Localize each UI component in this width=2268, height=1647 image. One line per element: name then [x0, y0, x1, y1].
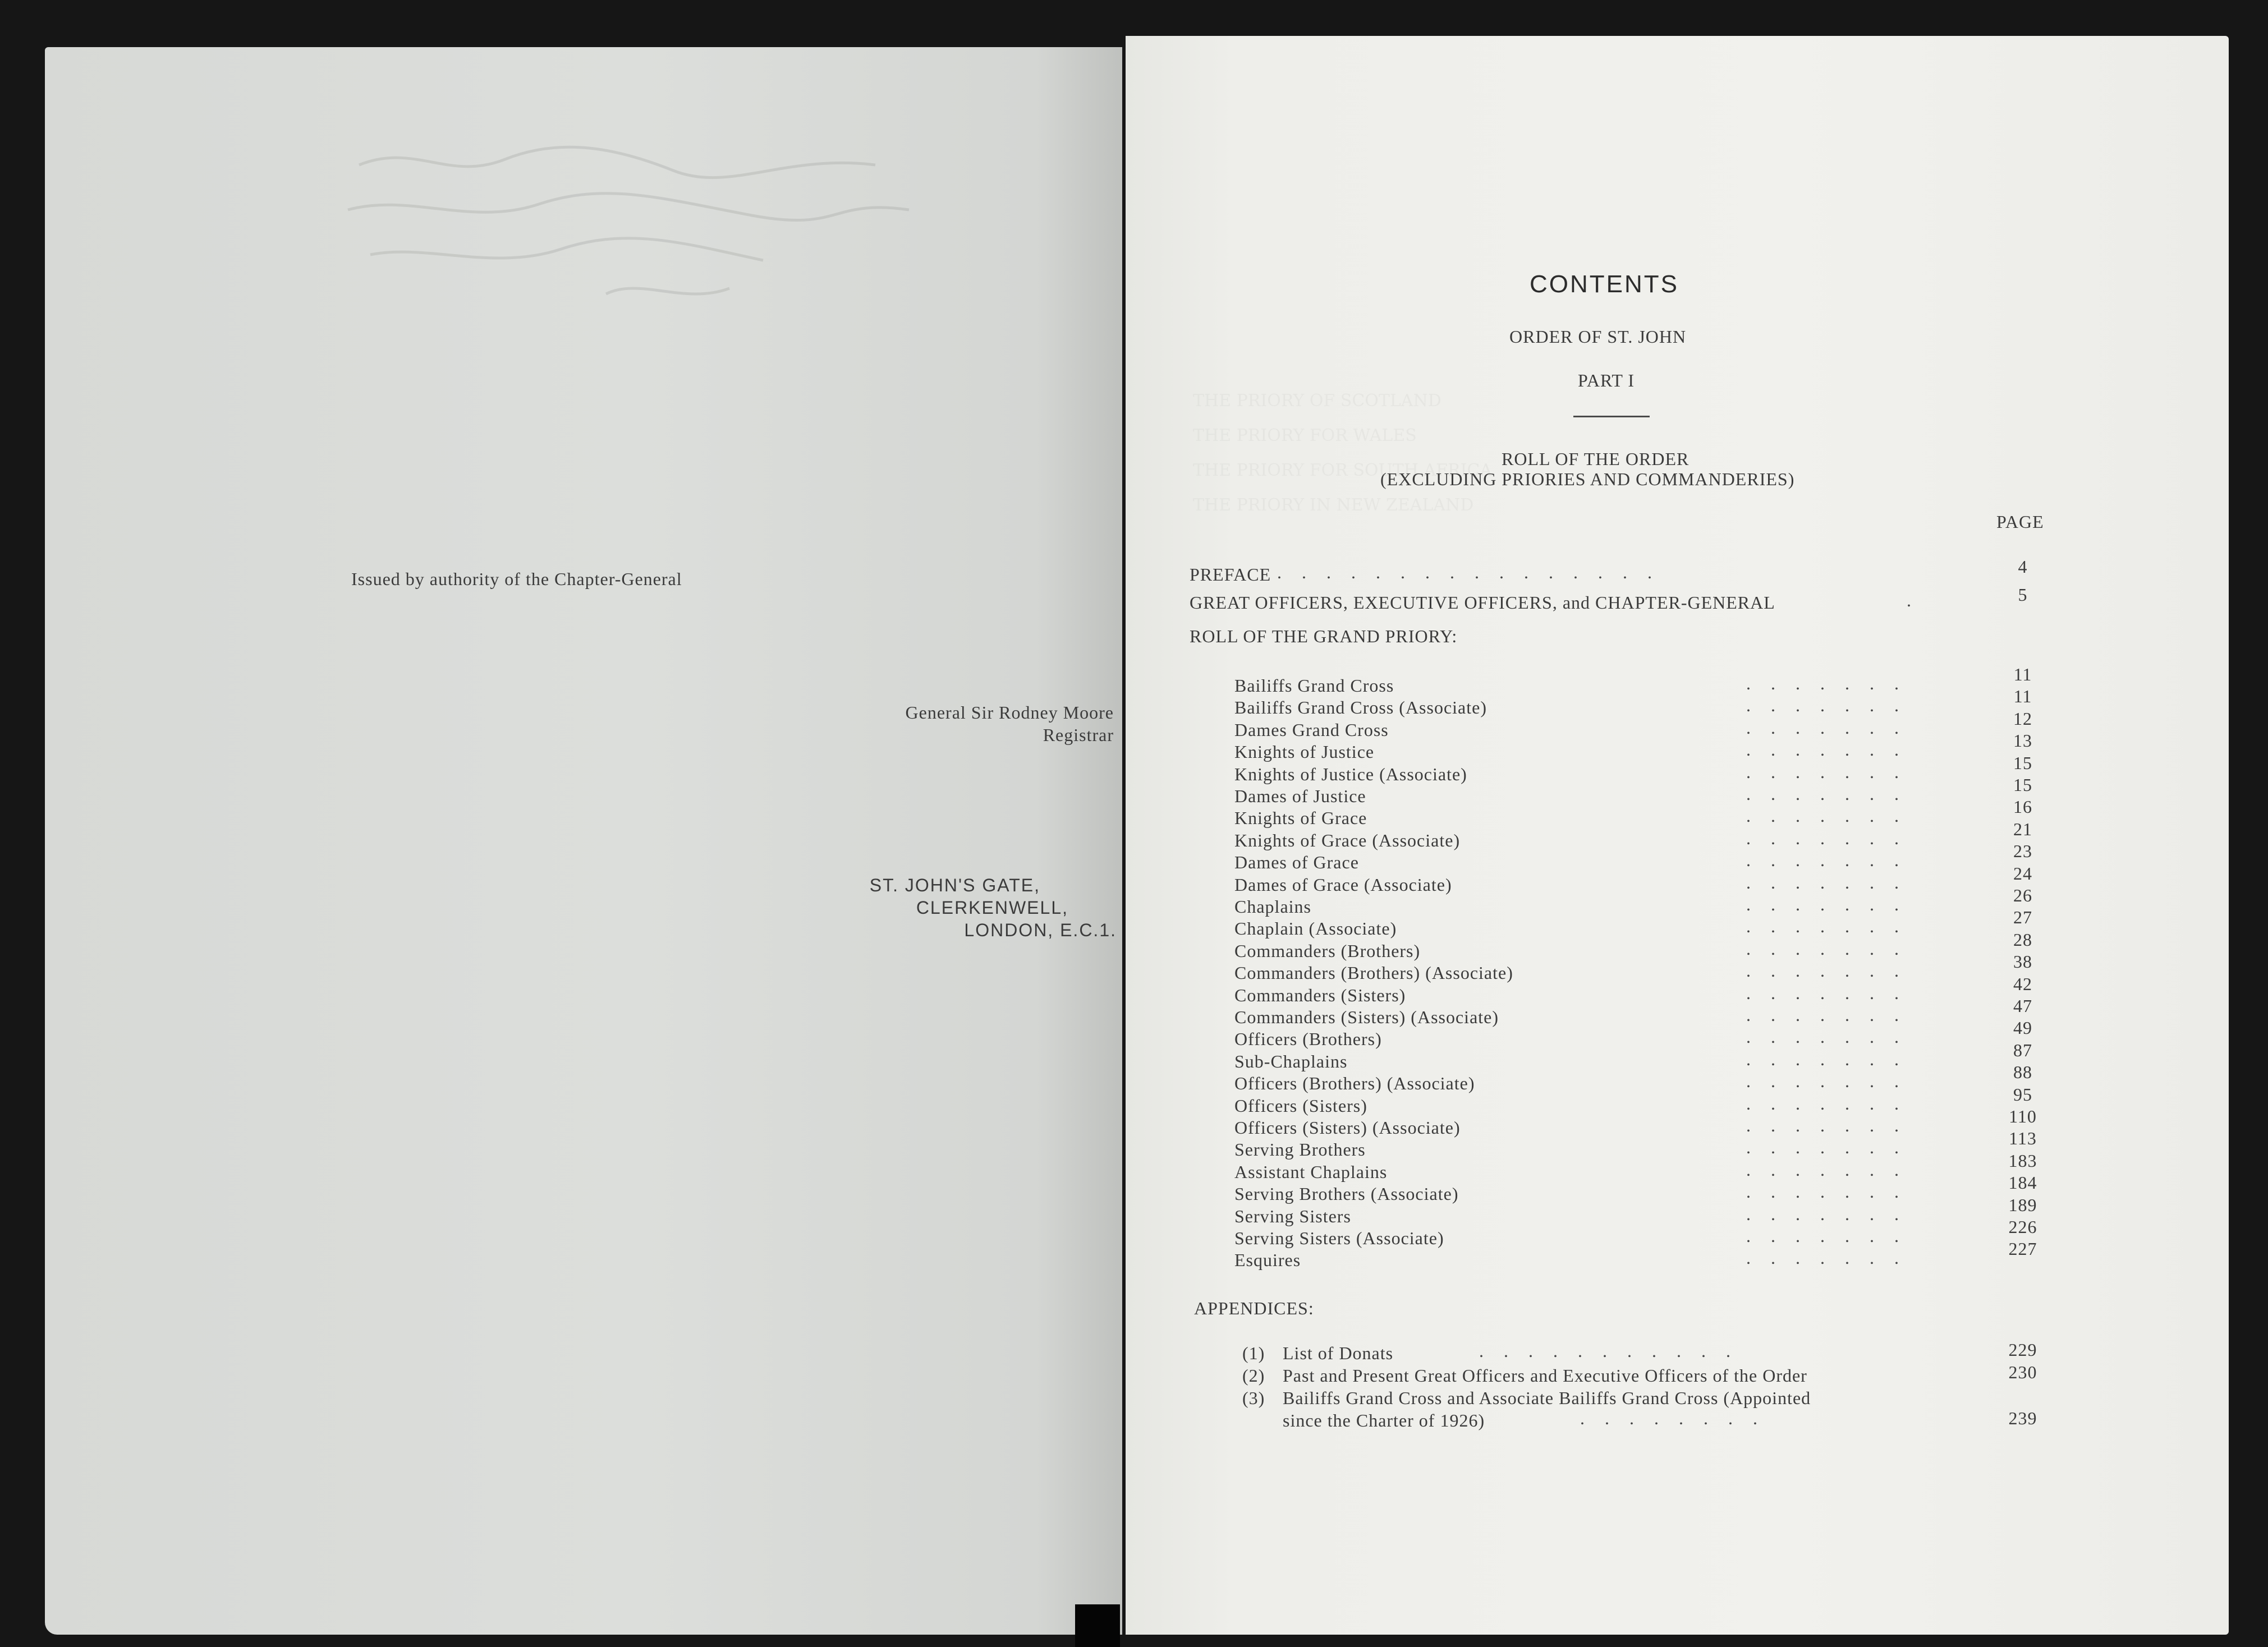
entry-label: Knights of Justice (Associate) — [1234, 764, 1467, 784]
entry-label: Officers (Sisters) — [1234, 1096, 1367, 1116]
entry-page-number: 42 — [2013, 974, 2032, 994]
roll-entry — [1126, 1062, 2229, 1096]
leader-dots: ....... — [1746, 938, 1919, 959]
entry-label: Sub-Chaplains — [1234, 1051, 1348, 1071]
roll-entry — [1126, 996, 2229, 1029]
leader-dots: ....... — [1746, 1071, 1919, 1091]
leader-dots: ....... — [1746, 828, 1919, 848]
leader-dots: ................ — [1277, 562, 1672, 582]
appendices-heading: APPENDICES: — [1194, 1298, 1314, 1318]
book-spine — [1075, 1604, 1120, 1647]
entry-label: Knights of Grace — [1234, 808, 1367, 828]
roll-entry — [1126, 753, 2229, 786]
roll-entry — [1126, 951, 2229, 985]
address-line-3: LONDON, E.C.1. — [964, 920, 1117, 940]
order-subtitle: ORDER OF ST. JOHN — [1509, 326, 1687, 347]
entry-label: Commanders (Sisters) (Associate) — [1234, 1007, 1499, 1027]
entry-page-number: 95 — [2013, 1084, 2032, 1105]
leader-dots: ....... — [1746, 1027, 1919, 1047]
entry-page-number: 15 — [2013, 753, 2032, 773]
contents-title: CONTENTS — [1530, 270, 1679, 298]
roll-entry — [1126, 1084, 2229, 1118]
appendix-entry — [1126, 1340, 2229, 1365]
roll-entry — [1126, 686, 2229, 720]
leader-dots: ....... — [1746, 894, 1919, 914]
title-divider — [1573, 416, 1650, 417]
appendix-number: (3) — [1242, 1388, 1265, 1408]
section-heading-line-1: ROLL OF THE ORDER — [1502, 449, 1689, 469]
entry-page-number: 49 — [2013, 1018, 2032, 1038]
leader-dots: ....... — [1746, 1049, 1919, 1069]
leader-dots: ....... — [1746, 983, 1919, 1003]
entry-label: Serving Sisters (Associate) — [1234, 1228, 1444, 1248]
roll-entry — [1126, 930, 2229, 963]
entry-label: Knights of Justice — [1234, 742, 1375, 762]
leader-dots: ....... — [1746, 717, 1919, 738]
entry-page-number: 15 — [2013, 775, 2032, 795]
entry-page-number: 13 — [2013, 730, 2032, 751]
show-through-scribble — [325, 131, 943, 356]
leader-dots: ....... — [1746, 850, 1919, 870]
entry-page-number: 27 — [2013, 907, 2032, 927]
entry-label: Chaplain (Associate) — [1234, 918, 1397, 938]
roll-entry — [1126, 664, 2229, 698]
roll-entry — [1126, 775, 2229, 808]
contents-entry — [1126, 626, 2229, 648]
leader-dots: ........ — [1580, 1408, 1778, 1428]
entry-page-number: 227 — [2008, 1239, 2037, 1259]
entry-page-number: 4 — [2018, 556, 2028, 577]
roll-entry — [1126, 709, 2229, 742]
signatory-name: General Sir Rodney Moore — [905, 702, 1114, 723]
leader-dots: ....... — [1746, 1137, 1919, 1157]
entry-page-number: 110 — [2009, 1106, 2037, 1126]
entry-page-number: 16 — [2013, 797, 2032, 817]
entry-page-number: 28 — [2013, 930, 2032, 950]
roll-entry — [1126, 1239, 2229, 1272]
entry-label: ROLL OF THE GRAND PRIORY: — [1190, 626, 1458, 646]
address-line-1: ST. JOHN'S GATE, — [869, 875, 1040, 895]
roll-entry — [1126, 1018, 2229, 1051]
entry-page-number: 5 — [2018, 585, 2028, 605]
issued-by-text: Issued by authority of the Chapter-General — [351, 569, 682, 589]
entry-page-number: 183 — [2008, 1151, 2037, 1171]
leader-dots: ....... — [1746, 695, 1919, 715]
leader-dots: ....... — [1746, 739, 1919, 760]
appendix-entry — [1126, 1362, 2229, 1388]
entry-label: PREFACE — [1190, 564, 1271, 585]
roll-entry — [1126, 1128, 2229, 1162]
entry-page-number: 26 — [2013, 885, 2032, 905]
roll-entry — [1126, 1040, 2229, 1074]
right-page — [1126, 36, 2229, 1635]
leader-dots: ....... — [1746, 1115, 1919, 1135]
entry-label: Bailiffs Grand Cross (Associate) — [1234, 697, 1487, 717]
leader-dots: ....... — [1746, 1248, 1919, 1268]
entry-page-number: 189 — [2008, 1195, 2037, 1215]
show-through-text: THE PRIORY OF SCOTLAND THE PRIORY FOR WALES THE PRIORY FOR SOUTH AFRICA THE PRIORY IN NEW ZEALAND — [1193, 391, 1493, 515]
appendix-number: (1) — [1242, 1343, 1265, 1363]
entry-page-number: 24 — [2013, 863, 2032, 884]
roll-entry — [1126, 907, 2229, 941]
entry-label: GREAT OFFICERS, EXECUTIVE OFFICERS, and CHAPTER-GENERAL — [1190, 592, 1775, 613]
appendix-label: List of Donats — [1283, 1343, 1394, 1363]
appendix-number: (2) — [1242, 1365, 1265, 1386]
address-line-2: CLERKENWELL, — [916, 898, 1068, 918]
entry-page-number: 11 — [2013, 664, 2032, 684]
leader-dots: ....... — [1746, 1226, 1919, 1246]
leader-dots: . — [1907, 590, 1931, 610]
leader-dots: ....... — [1746, 806, 1919, 826]
roll-entry — [1126, 819, 2229, 853]
leader-dots: ........... — [1479, 1341, 1751, 1361]
entry-page-number: 87 — [2013, 1040, 2032, 1060]
entry-label: Dames of Grace (Associate) — [1234, 875, 1452, 895]
section-heading-line-2: (EXCLUDING PRIORIES AND COMMANDERIES) — [1380, 469, 1795, 489]
contents-entry — [1126, 585, 2229, 615]
entry-label: Knights of Grace (Associate) — [1234, 830, 1461, 850]
roll-entry — [1126, 1151, 2229, 1184]
entry-label: Dames Grand Cross — [1234, 720, 1389, 740]
leader-dots: ....... — [1746, 1181, 1919, 1202]
entry-page-number: 229 — [2008, 1340, 2037, 1360]
roll-entry — [1126, 1195, 2229, 1229]
entry-label: Esquires — [1234, 1250, 1301, 1270]
appendix-entry — [1126, 1388, 2229, 1430]
roll-entry — [1126, 841, 2229, 875]
leader-dots: ....... — [1746, 960, 1919, 981]
contents-entry — [1126, 556, 2229, 587]
roll-entry — [1126, 1106, 2229, 1140]
entry-label: Serving Sisters — [1234, 1206, 1351, 1226]
entry-page-number: 113 — [2009, 1128, 2037, 1148]
leader-dots: ....... — [1746, 784, 1919, 804]
leader-dots: ....... — [1746, 1204, 1919, 1224]
roll-entry — [1126, 1217, 2229, 1250]
appendix-label-continued: since the Charter of 1926) — [1283, 1410, 1485, 1430]
entry-label: Dames of Justice — [1234, 786, 1366, 806]
appendix-label: Past and Present Great Officers and Executive Officers of the Order — [1283, 1365, 1807, 1386]
entry-label: Bailiffs Grand Cross — [1234, 675, 1394, 696]
entry-page-number: 239 — [2008, 1408, 2037, 1428]
entry-page-number: 88 — [2013, 1062, 2032, 1082]
show-through-handwriting — [325, 131, 943, 356]
page-column-label: PAGE — [1996, 512, 2044, 532]
entry-label: Serving Brothers (Associate) — [1234, 1184, 1459, 1204]
part-label: PART I — [1578, 370, 1635, 390]
entry-page-number: 11 — [2013, 686, 2032, 706]
entry-page-number: 184 — [2008, 1172, 2037, 1193]
entry-page-number: 38 — [2013, 951, 2032, 972]
leader-dots: ....... — [1746, 762, 1919, 782]
leader-dots: ....... — [1746, 673, 1919, 693]
entry-label: Officers (Sisters) (Associate) — [1234, 1117, 1461, 1138]
roll-entry — [1126, 797, 2229, 830]
entry-label: Dames of Grace — [1234, 852, 1359, 872]
entry-page-number: 23 — [2013, 841, 2032, 861]
leader-dots: ....... — [1746, 872, 1919, 892]
leader-dots: ....... — [1746, 1005, 1919, 1025]
roll-entry — [1126, 863, 2229, 897]
entry-page-number: 226 — [2008, 1217, 2037, 1237]
entry-label: Officers (Brothers) — [1234, 1029, 1382, 1049]
entry-label: Commanders (Sisters) — [1234, 985, 1406, 1005]
entry-label: Serving Brothers — [1234, 1139, 1366, 1160]
entry-label: Chaplains — [1234, 896, 1311, 917]
leader-dots: ....... — [1746, 916, 1919, 936]
entry-page-number: 47 — [2013, 996, 2032, 1016]
leader-dots: ....... — [1746, 1093, 1919, 1114]
left-page — [45, 47, 1122, 1635]
leader-dots: ....... — [1746, 1160, 1919, 1180]
entry-label: Commanders (Brothers) (Associate) — [1234, 963, 1513, 983]
entry-page-number: 12 — [2013, 709, 2032, 729]
entry-page-number: 230 — [2008, 1362, 2037, 1382]
entry-label: Assistant Chaplains — [1234, 1162, 1388, 1182]
entry-label: Officers (Brothers) (Associate) — [1234, 1073, 1475, 1093]
signatory-title: Registrar — [1043, 725, 1114, 745]
roll-entry — [1126, 974, 2229, 1007]
appendix-label: Bailiffs Grand Cross and Associate Bailiffs Grand Cross (Appointed — [1283, 1388, 1811, 1408]
entry-page-number: 21 — [2013, 819, 2032, 839]
entry-label: Commanders (Brothers) — [1234, 941, 1421, 961]
